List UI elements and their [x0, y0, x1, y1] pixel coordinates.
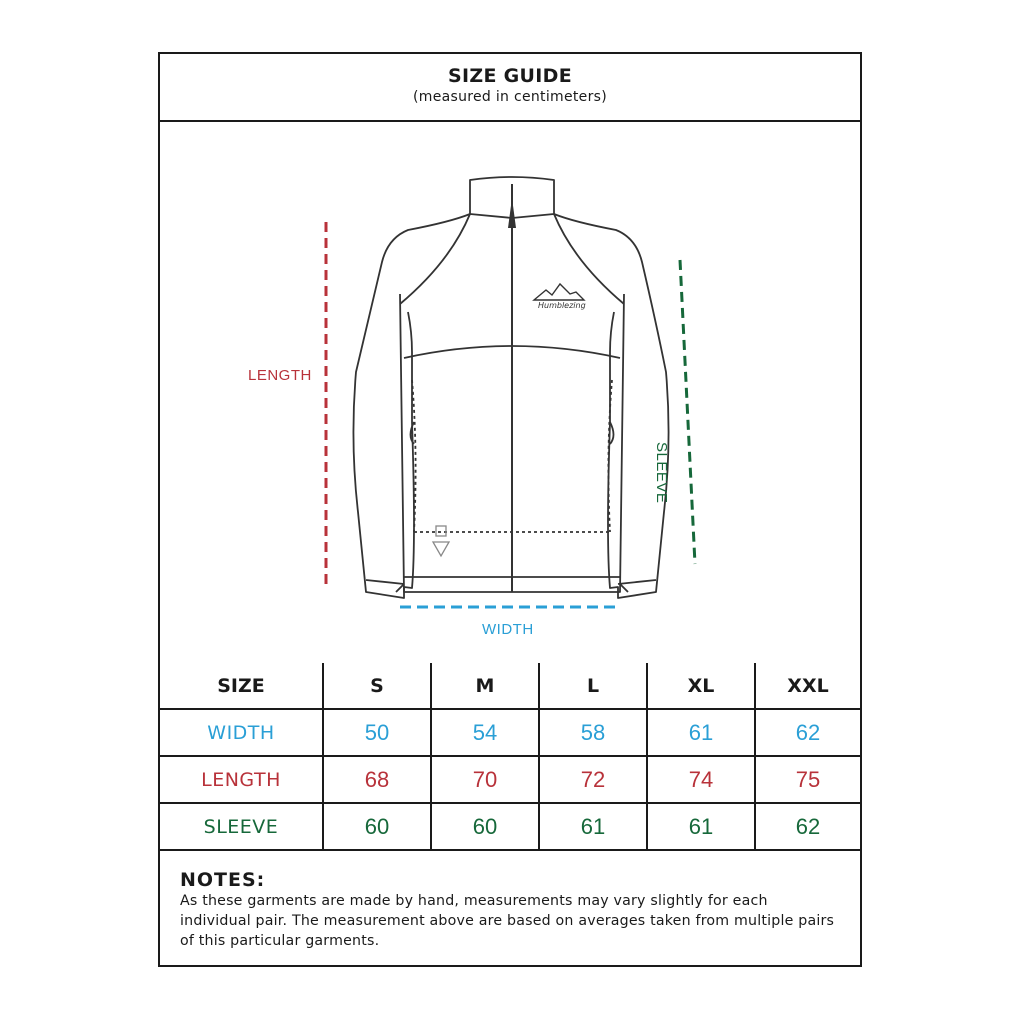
table-cell: 62: [755, 709, 860, 756]
table-cell: 62: [755, 803, 860, 850]
table-cell: 68: [323, 756, 431, 803]
table-row-width: [160, 709, 860, 756]
table-cell: 74: [647, 756, 755, 803]
header-cell-xl: XL: [647, 663, 755, 709]
table-cell: 54: [431, 709, 539, 756]
table-cell: 61: [647, 803, 755, 850]
header-cell-l: L: [539, 663, 647, 709]
header: [160, 54, 860, 122]
sleeve-label: SLEEVE: [653, 442, 670, 504]
table-cell: 50: [323, 709, 431, 756]
table-cell: 60: [431, 803, 539, 850]
table-cell: 72: [539, 756, 647, 803]
table-row-sleeve: [160, 803, 860, 850]
size-tag-icon: [433, 526, 449, 556]
table-cell: 70: [431, 756, 539, 803]
width-label: WIDTH: [482, 621, 534, 638]
table-cell: 58: [539, 709, 647, 756]
brand-logo-text: Humblezing: [538, 301, 586, 310]
sleeve-measure-line: [680, 260, 695, 564]
header-cell-xxl: XXL: [755, 663, 860, 709]
row-label-sleeve: SLEEVE: [160, 803, 323, 850]
table-row-length: [160, 756, 860, 803]
brand-logo: [534, 284, 586, 310]
jacket-drawing: [160, 122, 860, 663]
row-label-width: WIDTH: [160, 709, 323, 756]
table-cell: 75: [755, 756, 860, 803]
page-subtitle: (measured in centimeters): [413, 89, 607, 105]
header-cell-s: S: [323, 663, 431, 709]
table-header-row: [160, 663, 860, 709]
jacket-illustration: [160, 122, 860, 663]
page-title: SIZE GUIDE: [448, 65, 572, 87]
notes-body: As these garments are made by hand, measurements may vary slightly for each individual pair. The measurement above are based on averages taken from multiple pairs of this particular garments.: [180, 893, 835, 949]
header-cell-m: M: [431, 663, 539, 709]
notes-section: [180, 869, 840, 951]
table-cell: 60: [323, 803, 431, 850]
table-cell: 61: [647, 709, 755, 756]
header-cell-size: SIZE: [160, 663, 323, 709]
table-cell: 61: [539, 803, 647, 850]
notes-title: NOTES:: [180, 869, 266, 891]
size-table: [160, 663, 860, 851]
length-label: LENGTH: [248, 367, 312, 384]
row-label-length: LENGTH: [160, 756, 323, 803]
size-guide-card: [158, 52, 862, 967]
